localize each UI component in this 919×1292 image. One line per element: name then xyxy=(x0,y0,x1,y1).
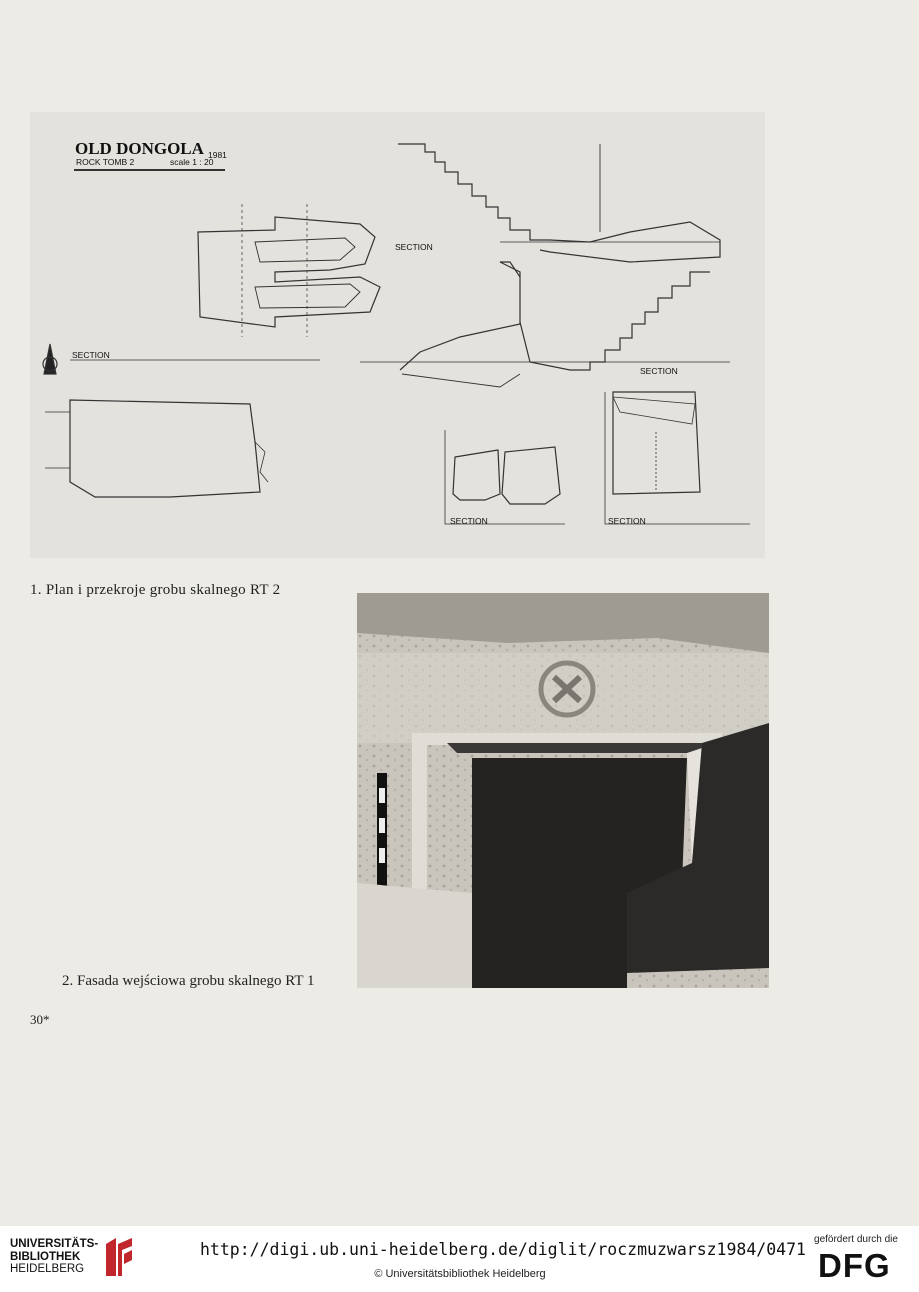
dfg-logo-text: DFG xyxy=(818,1248,891,1280)
figure-1-drawing xyxy=(30,112,765,558)
dfg-logo[interactable] xyxy=(818,1248,906,1280)
figure-2-caption: 2. Fasada wejściowa grobu skalnego RT 1 xyxy=(62,973,315,989)
university-library-logo[interactable] xyxy=(10,1234,136,1280)
drawing-title: OLD DONGOLA xyxy=(75,139,204,158)
drawing-year: 1981 xyxy=(208,150,227,160)
section-label-4: SECTION xyxy=(450,516,488,526)
section-label-1: SECTION xyxy=(72,350,110,360)
library-name xyxy=(10,1238,98,1276)
library-mark-icon xyxy=(102,1234,136,1280)
tomb-plan-sections xyxy=(30,112,765,558)
figure-2-photo xyxy=(357,593,769,988)
library-line-2: BIBLIOTHEK xyxy=(10,1250,81,1263)
library-line-1: UNIVERSITÄTS- xyxy=(10,1238,99,1251)
funding-label: gefördert durch die xyxy=(814,1234,898,1245)
drawing-subtitle: ROCK TOMB 2 xyxy=(76,157,135,167)
document-url-link[interactable]: http://digi.ub.uni-heidelberg.de/diglit/roczmuzwarsz1984/0471 xyxy=(200,1240,806,1259)
section-label-3: SECTION xyxy=(640,366,678,376)
figure-1-caption: 1. Plan i przekroje grobu skalnego RT 2 xyxy=(30,582,281,598)
copyright-notice: © Universitätsbibliothek Heidelberg xyxy=(374,1268,546,1280)
library-line-3: HEIDELBERG xyxy=(10,1263,85,1276)
drawing-scale: scale 1 : 20 xyxy=(170,157,214,167)
section-label-5: SECTION xyxy=(608,516,646,526)
footer-bar xyxy=(0,1226,919,1292)
tomb-facade-photo xyxy=(357,593,769,988)
section-label-2: SECTION xyxy=(395,242,433,252)
page-number: 30* xyxy=(30,1012,50,1027)
